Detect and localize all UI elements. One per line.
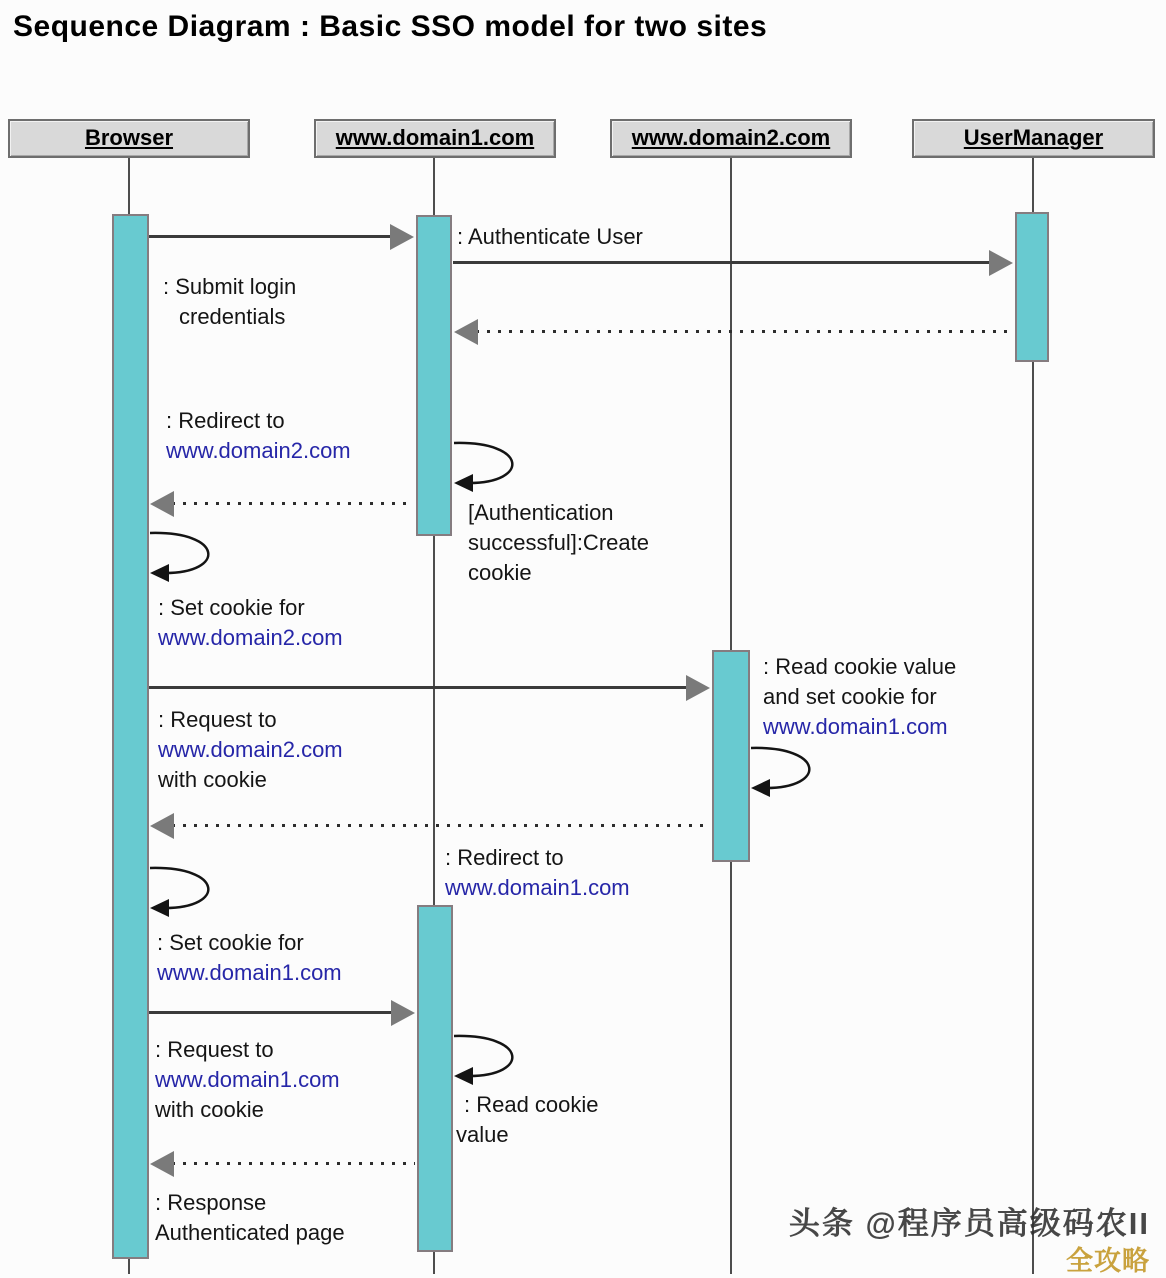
- message-label-line: : Redirect to: [445, 845, 564, 870]
- message-label-line: www.domain2.com: [166, 438, 351, 463]
- message-label: [456, 1090, 599, 1150]
- self-message-loop-browser: [148, 528, 232, 586]
- solid-message-arrow: [149, 235, 396, 238]
- message-label: [445, 843, 630, 903]
- message-label-line: value: [456, 1122, 509, 1147]
- message-label-line: and set cookie for: [763, 684, 937, 709]
- solid-message-arrow: [149, 686, 692, 689]
- arrowhead-right-icon: [390, 224, 414, 250]
- message-label-line: www.domain1.com: [157, 960, 342, 985]
- self-message-loop-domain2: [749, 743, 833, 801]
- message-label: [163, 272, 296, 332]
- activation-bar-domain2: [712, 650, 750, 862]
- actor-box-browser: [8, 119, 250, 158]
- message-label-line: : Read cookie value: [763, 654, 957, 679]
- solid-message-arrow: [453, 261, 995, 264]
- actor-label: www.domain2.com: [631, 125, 831, 150]
- actor-box-usermanager: [912, 119, 1155, 158]
- message-label-line: www.domain1.com: [155, 1067, 340, 1092]
- actor-box-domain2: [610, 119, 852, 158]
- message-label-line: www.domain2.com: [158, 737, 343, 762]
- loop-arrowhead-icon: [751, 779, 770, 797]
- message-label-line: with cookie: [155, 1097, 264, 1122]
- arrowhead-left-icon: [150, 1151, 174, 1177]
- loop-arc: [150, 533, 208, 573]
- message-label-line: : Read cookie: [464, 1092, 599, 1117]
- loop-arrowhead-icon: [150, 899, 169, 917]
- arrowhead-right-icon: [391, 1000, 415, 1026]
- message-label: [468, 498, 649, 588]
- message-label: [155, 1188, 345, 1248]
- arrowhead-right-icon: [989, 250, 1013, 276]
- watermark-badge: 全攻略: [1066, 1246, 1150, 1276]
- self-message-loop-browser: [148, 863, 232, 921]
- self-message-loop-domain1: [452, 438, 536, 496]
- activation-bar-domain1: [416, 215, 452, 536]
- arrowhead-right-icon: [686, 675, 710, 701]
- message-label-line: Authenticated page: [155, 1220, 345, 1245]
- message-label-line: : Request to: [158, 707, 277, 732]
- watermark-text: 头条 @程序员高级码农II: [788, 1206, 1150, 1241]
- message-label-line: : Set cookie for: [157, 930, 304, 955]
- solid-message-arrow: [149, 1011, 397, 1014]
- diagram-title: Sequence Diagram : Basic SSO model for two sites: [13, 10, 768, 43]
- message-label: [155, 1035, 340, 1125]
- watermark: [789, 1198, 1150, 1278]
- message-label-line: : Submit login: [163, 274, 297, 299]
- loop-arc: [454, 443, 512, 483]
- actor-label: www.domain1.com: [335, 125, 535, 150]
- message-label-line: cookie: [468, 560, 532, 585]
- loop-arrowhead-icon: [454, 1067, 473, 1085]
- message-label-line: : Redirect to: [166, 408, 285, 433]
- self-message-loop-domain1: [452, 1031, 536, 1089]
- message-label: [457, 222, 643, 252]
- message-label-line: successful]:Create: [468, 530, 649, 555]
- message-label-line: : Authenticate User: [457, 224, 643, 249]
- arrowhead-left-icon: [150, 491, 174, 517]
- message-label: [158, 705, 343, 795]
- return-message-arrow: [476, 330, 1014, 333]
- message-label-line: with cookie: [158, 767, 267, 792]
- message-label: [763, 652, 956, 742]
- message-label-line: www.domain1.com: [763, 714, 948, 739]
- actor-box-domain1: [314, 119, 556, 158]
- return-message-arrow: [172, 824, 710, 827]
- message-label-line: www.domain2.com: [158, 625, 343, 650]
- message-label-line: [Authentication: [468, 500, 614, 525]
- activation-bar-usermanager: [1015, 212, 1049, 362]
- message-label-line: : Set cookie for: [158, 595, 305, 620]
- message-label-line: : Request to: [155, 1037, 274, 1062]
- actor-label: UserManager: [963, 125, 1104, 150]
- loop-arrowhead-icon: [150, 564, 169, 582]
- arrowhead-left-icon: [454, 319, 478, 345]
- message-label-line: : Response: [155, 1190, 267, 1215]
- return-message-arrow: [172, 502, 414, 505]
- arrowhead-left-icon: [150, 813, 174, 839]
- message-label: [166, 406, 351, 466]
- message-label-line: credentials: [179, 304, 286, 329]
- activation-bar-domain1: [417, 905, 453, 1252]
- message-label: [158, 593, 343, 653]
- return-message-arrow: [172, 1162, 415, 1165]
- loop-arc: [751, 748, 809, 788]
- activation-bar-browser: [112, 214, 149, 1259]
- actor-label: Browser: [84, 125, 174, 150]
- message-label-line: www.domain1.com: [445, 875, 630, 900]
- message-label: [157, 928, 342, 988]
- loop-arrowhead-icon: [454, 474, 473, 492]
- loop-arc: [454, 1036, 512, 1076]
- loop-arc: [150, 868, 208, 908]
